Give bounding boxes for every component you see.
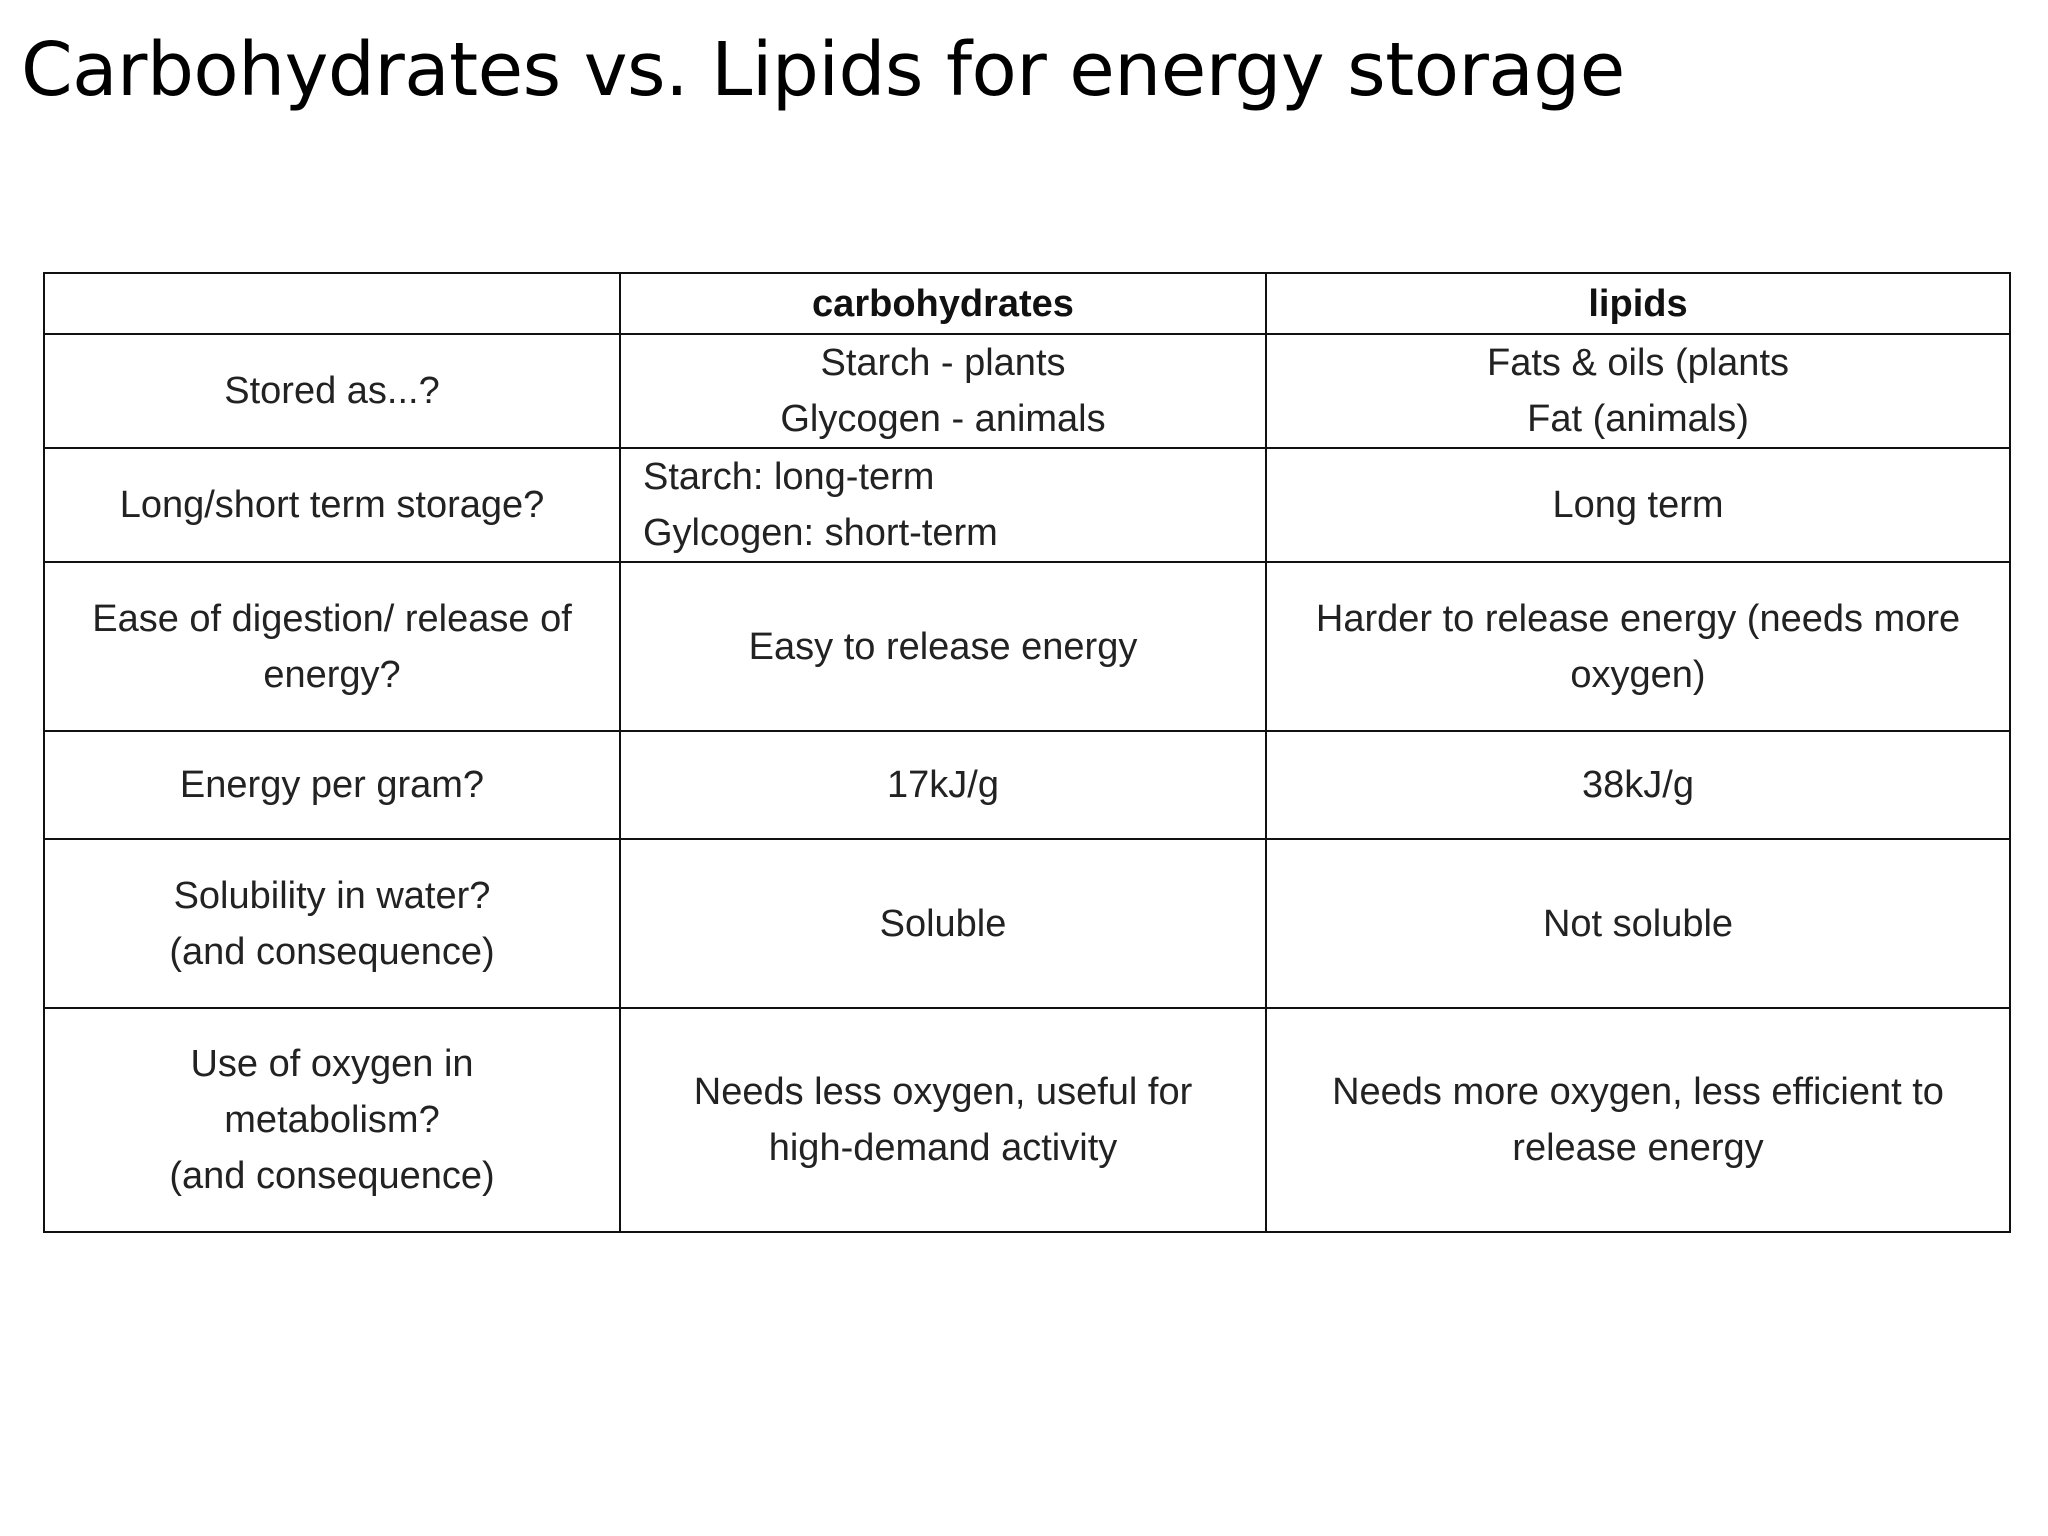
table-header-row	[44, 273, 2010, 334]
slide-title: Carbohydrates vs. Lipids for energy storage	[21, 27, 1625, 113]
cell-line: (and consequence)	[169, 1155, 495, 1197]
table-row	[44, 562, 2010, 731]
cell-carbohydrates-energy-per-gram	[620, 731, 1266, 839]
cell-line: Stored as...?	[224, 370, 440, 412]
cell-line: Starch - plants	[820, 342, 1066, 384]
row-label-solubility	[44, 839, 620, 1008]
row-label-storage-term	[44, 448, 620, 562]
row-label-stored-as	[44, 334, 620, 448]
cell-line: Needs more oxygen, less efficient to	[1332, 1071, 1944, 1113]
cell-line: oxygen)	[1570, 653, 1706, 696]
cell-line: Soluble	[879, 902, 1007, 945]
cell-carbohydrates-storage-term	[620, 448, 1266, 562]
cell-line: metabolism?	[224, 1099, 440, 1141]
cell-carbohydrates-solubility	[620, 839, 1266, 1008]
table-row	[44, 1008, 2010, 1232]
cell-line: Solubility in water?	[173, 874, 491, 917]
row-label-ease-of-digestion	[44, 562, 620, 731]
cell-line: Long term	[1552, 484, 1724, 526]
cell-lipids-stored-as	[1266, 334, 2010, 448]
cell-carbohydrates-oxygen-use	[620, 1008, 1266, 1232]
cell-line: Fats & oils (plants	[1487, 342, 1789, 384]
cell-line: Easy to release energy	[748, 625, 1138, 668]
cell-line: Gylcogen: short-term	[643, 512, 998, 554]
cell-line: Not soluble	[1542, 902, 1734, 945]
cell-line: (and consequence)	[169, 930, 495, 973]
cell-line: Harder to release energy (needs more	[1315, 597, 1961, 640]
cell-line: energy?	[263, 653, 401, 696]
cell-carbohydrates-ease-of-digestion	[620, 562, 1266, 731]
cell-line: Long/short term storage?	[119, 484, 545, 526]
cell-line: Energy per gram?	[179, 764, 485, 806]
cell-carbohydrates-stored-as	[620, 334, 1266, 448]
row-label-energy-per-gram	[44, 731, 620, 839]
cell-line: 17kJ/g	[887, 764, 999, 806]
cell-line: Glycogen - animals	[780, 398, 1106, 440]
cell-line: Starch: long-term	[643, 456, 935, 498]
cell-lipids-energy-per-gram	[1266, 731, 2010, 839]
cell-line: high-demand activity	[768, 1127, 1118, 1169]
comparison-table	[43, 272, 2011, 1233]
header-carbohydrates: carbohydrates	[620, 273, 1266, 334]
cell-lipids-solubility	[1266, 839, 2010, 1008]
cell-line: Use of oxygen in	[190, 1043, 474, 1085]
cell-line: release energy	[1512, 1127, 1764, 1169]
header-lipids: lipids	[1266, 273, 2010, 334]
cell-line: Fat (animals)	[1527, 398, 1749, 440]
cell-lipids-oxygen-use	[1266, 1008, 2010, 1232]
table-row	[44, 731, 2010, 839]
cell-line: Ease of digestion/ release of	[92, 597, 572, 640]
cell-line: Needs less oxygen, useful for	[693, 1071, 1193, 1113]
cell-lipids-ease-of-digestion	[1266, 562, 2010, 731]
table-row	[44, 839, 2010, 1008]
row-label-oxygen-use	[44, 1008, 620, 1232]
cell-line: 38kJ/g	[1582, 764, 1694, 806]
table-row	[44, 448, 2010, 562]
table-row	[44, 334, 2010, 448]
cell-lipids-storage-term	[1266, 448, 2010, 562]
header-empty-cell	[44, 273, 620, 334]
